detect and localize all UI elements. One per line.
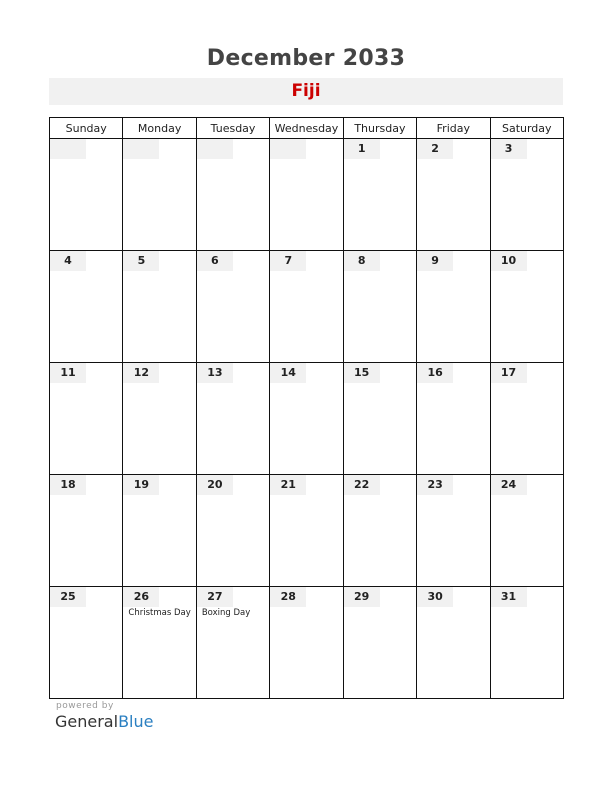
weekday-header-monday: Monday	[123, 118, 196, 139]
day-cell[interactable]	[343, 139, 416, 251]
day-number: 23	[417, 475, 453, 495]
day-cell[interactable]	[50, 251, 123, 363]
day-number: 1	[344, 139, 380, 159]
day-cell[interactable]	[417, 363, 490, 475]
day-number: 8	[344, 251, 380, 271]
week-row	[50, 587, 564, 699]
day-number: 13	[197, 363, 233, 383]
day-cell[interactable]	[417, 251, 490, 363]
day-number: 9	[417, 251, 453, 271]
day-cell[interactable]	[270, 251, 343, 363]
day-number: 30	[417, 587, 453, 607]
day-cell[interactable]	[196, 139, 269, 251]
holiday-label: Boxing Day	[201, 608, 251, 618]
day-cell[interactable]	[123, 363, 196, 475]
weekday-header-wednesday: Wednesday	[270, 118, 343, 139]
day-number: 24	[491, 475, 527, 495]
day-number: 5	[123, 251, 159, 271]
day-number: 31	[491, 587, 527, 607]
day-cell[interactable]	[343, 363, 416, 475]
day-cell[interactable]	[270, 363, 343, 475]
day-number: 22	[344, 475, 380, 495]
day-number: 7	[270, 251, 306, 271]
day-number: 28	[270, 587, 306, 607]
day-cell[interactable]	[123, 139, 196, 251]
day-number: 4	[50, 251, 86, 271]
day-number	[197, 139, 233, 159]
weekday-header-friday: Friday	[417, 118, 490, 139]
weekday-header-sunday: Sunday	[50, 118, 123, 139]
day-number: 29	[344, 587, 380, 607]
weekday-header-row	[50, 118, 564, 139]
day-cell[interactable]	[490, 363, 563, 475]
day-cell[interactable]	[490, 475, 563, 587]
day-cell[interactable]	[196, 475, 269, 587]
calendar-title: December 2033	[206, 46, 406, 71]
day-cell[interactable]	[123, 587, 196, 699]
day-number: 21	[270, 475, 306, 495]
week-row	[50, 251, 564, 363]
calendar-body	[50, 139, 564, 699]
day-cell[interactable]	[490, 251, 563, 363]
powered-by-label: powered by	[56, 701, 114, 711]
day-number: 2	[417, 139, 453, 159]
day-number: 16	[417, 363, 453, 383]
weekday-header-thursday: Thursday	[343, 118, 416, 139]
day-number: 20	[197, 475, 233, 495]
weekday-header-saturday: Saturday	[490, 118, 563, 139]
brand-text-general: General	[55, 712, 119, 731]
country-banner	[49, 78, 563, 105]
day-cell[interactable]	[50, 139, 123, 251]
generalblue-logo[interactable]	[55, 712, 153, 731]
week-row	[50, 475, 564, 587]
day-number	[123, 139, 159, 159]
day-number: 10	[491, 251, 527, 271]
day-cell[interactable]	[50, 363, 123, 475]
day-cell[interactable]	[417, 475, 490, 587]
day-cell[interactable]	[270, 587, 343, 699]
day-cell[interactable]	[343, 475, 416, 587]
day-cell[interactable]	[343, 251, 416, 363]
day-cell[interactable]	[196, 251, 269, 363]
day-number: 11	[50, 363, 86, 383]
day-number: 15	[344, 363, 380, 383]
day-cell[interactable]	[123, 475, 196, 587]
day-cell[interactable]	[50, 475, 123, 587]
day-cell[interactable]	[196, 363, 269, 475]
day-number: 26	[123, 587, 159, 607]
day-cell[interactable]	[417, 139, 490, 251]
day-cell[interactable]	[50, 587, 123, 699]
day-cell[interactable]	[343, 587, 416, 699]
week-row	[50, 363, 564, 475]
country-name: Fiji	[291, 81, 321, 101]
day-cell[interactable]	[270, 475, 343, 587]
calendar-grid	[49, 117, 564, 699]
day-number: 12	[123, 363, 159, 383]
day-cell[interactable]	[270, 139, 343, 251]
day-cell[interactable]	[417, 587, 490, 699]
day-cell[interactable]	[123, 251, 196, 363]
day-number: 25	[50, 587, 86, 607]
day-number: 19	[123, 475, 159, 495]
week-row	[50, 139, 564, 251]
day-number	[50, 139, 86, 159]
weekday-header-tuesday: Tuesday	[196, 118, 269, 139]
day-number	[270, 139, 306, 159]
day-number: 18	[50, 475, 86, 495]
brand-text-blue: Blue	[118, 712, 154, 731]
holiday-label: Christmas Day	[128, 608, 191, 618]
day-cell[interactable]	[196, 587, 269, 699]
day-cell[interactable]	[490, 139, 563, 251]
day-number: 27	[197, 587, 233, 607]
day-number: 17	[491, 363, 527, 383]
day-cell[interactable]	[490, 587, 563, 699]
day-number: 14	[270, 363, 306, 383]
day-number: 6	[197, 251, 233, 271]
day-number: 3	[491, 139, 527, 159]
